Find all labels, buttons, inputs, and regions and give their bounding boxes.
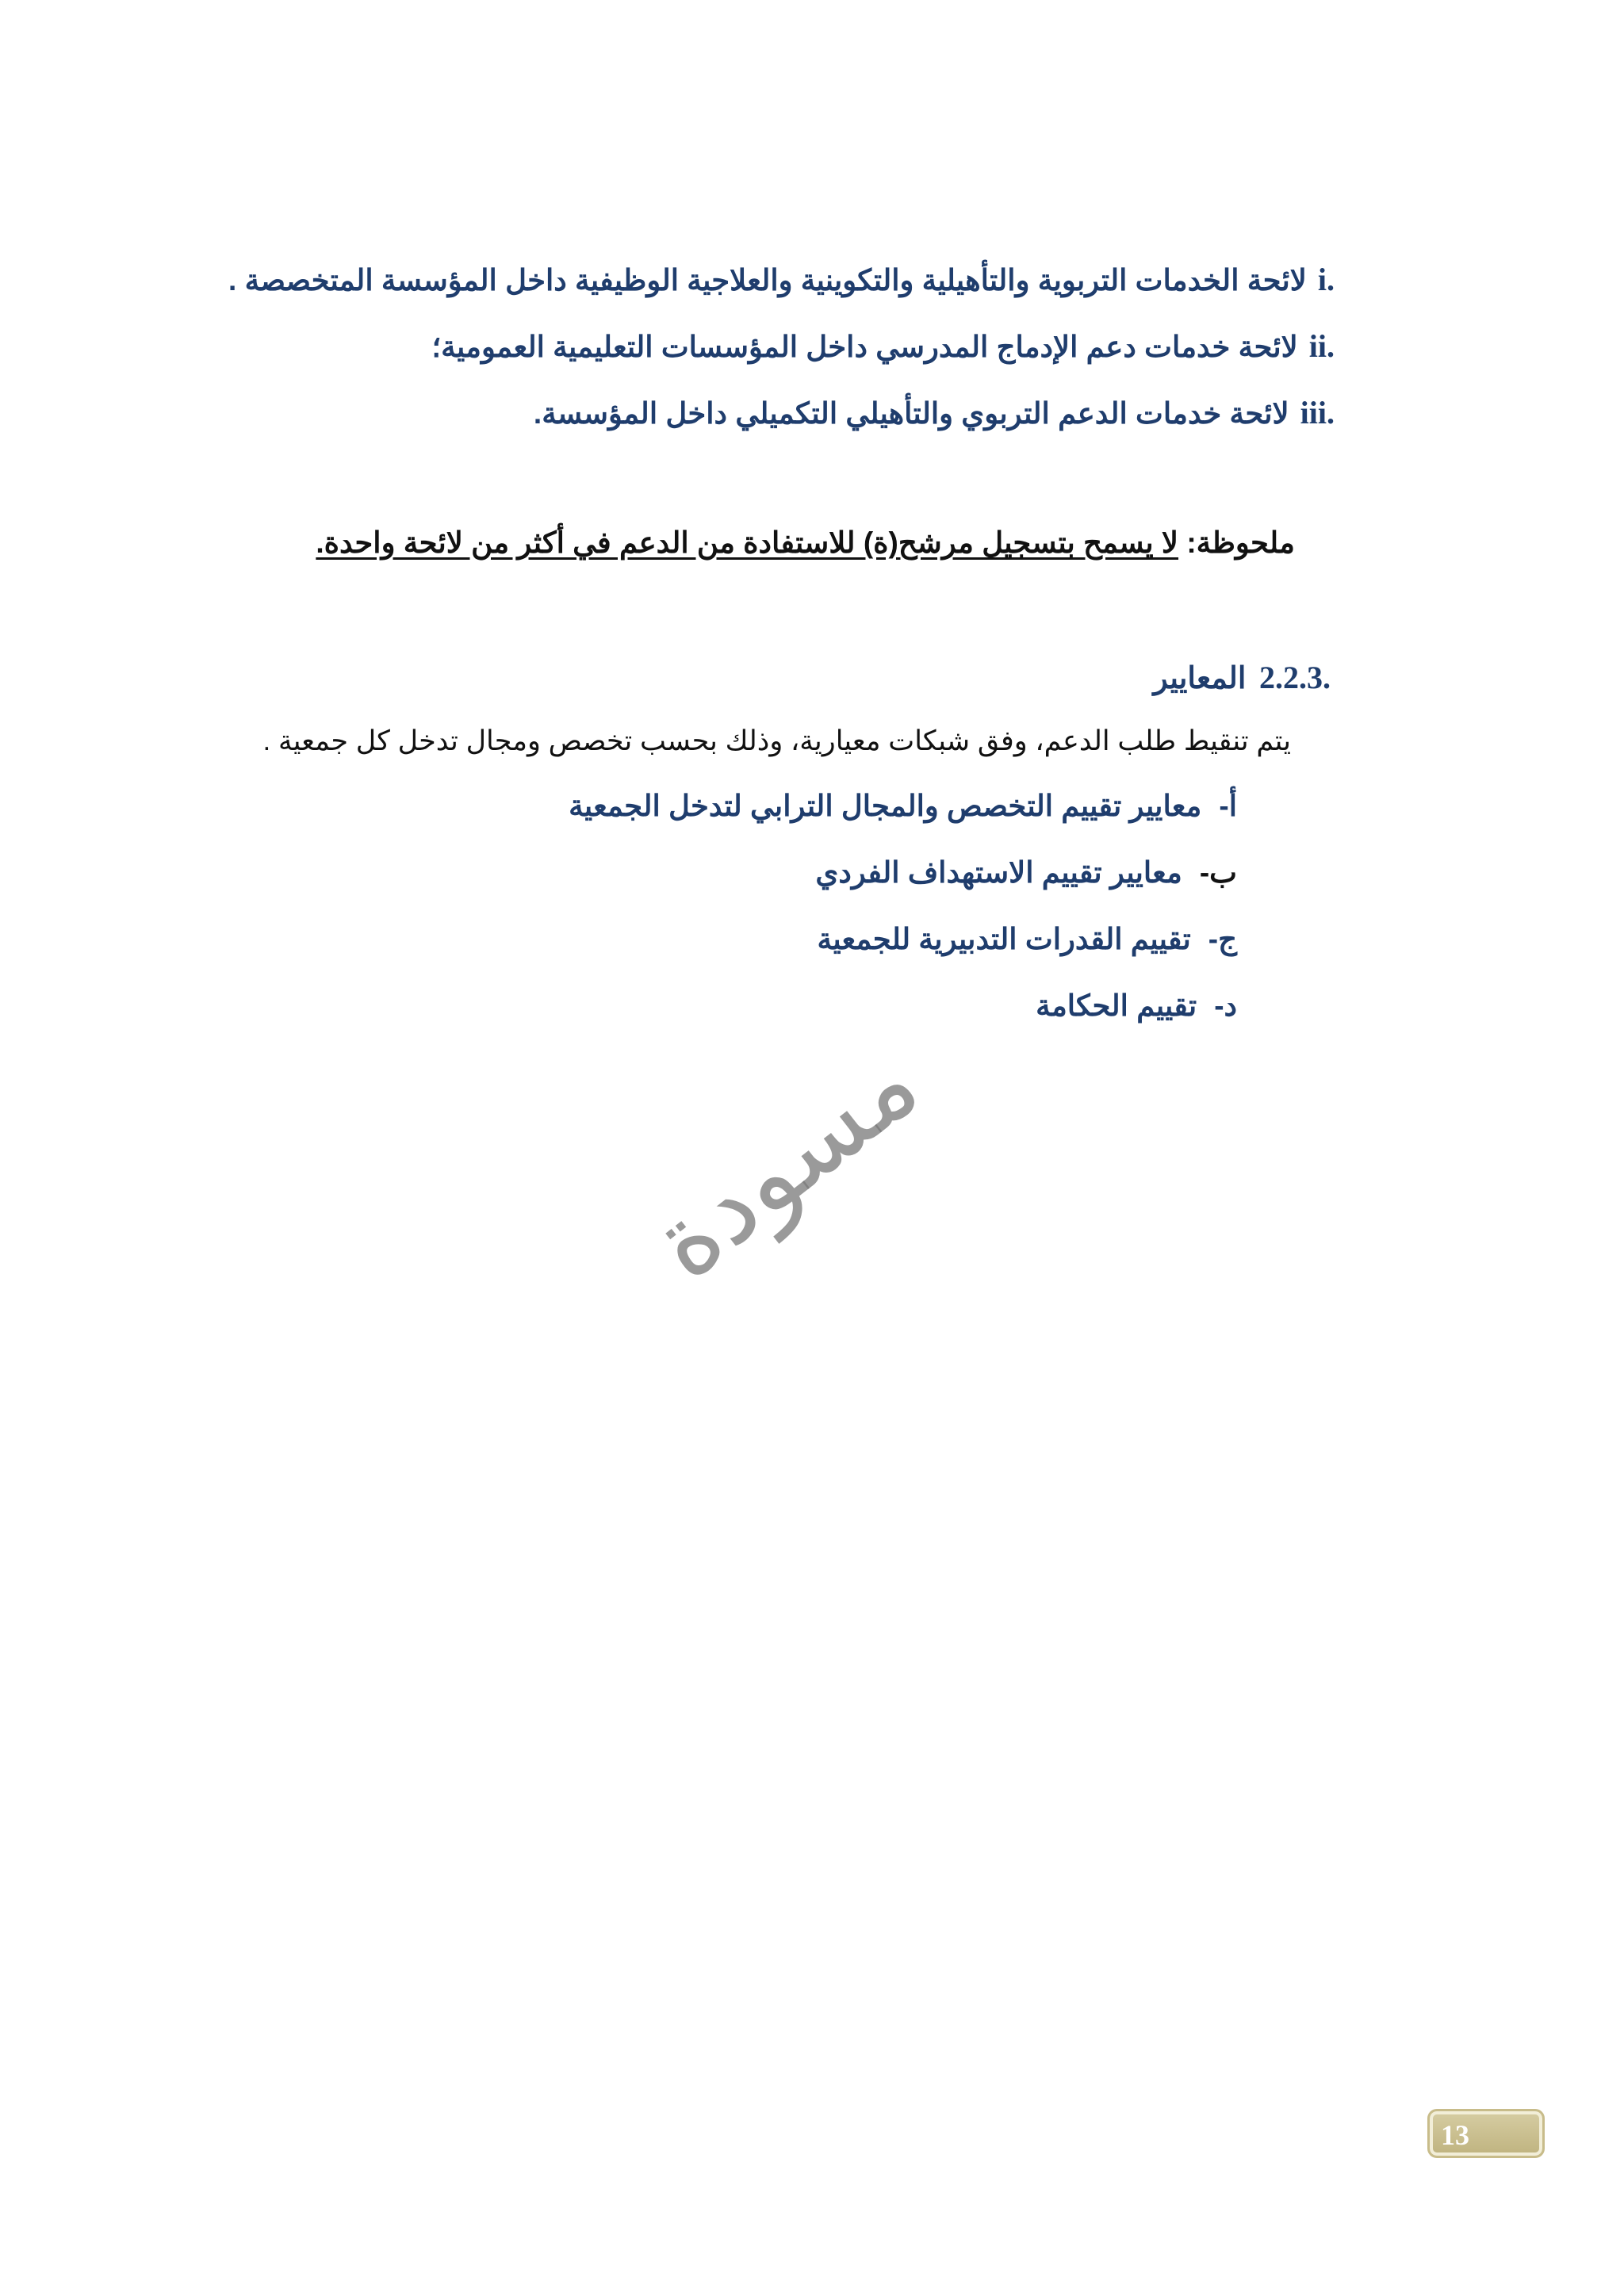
criterion-letter: أ- — [1219, 790, 1237, 822]
list-number: i. — [1317, 262, 1335, 297]
criterion-b — [815, 853, 1237, 893]
section-number: 2.2.3. — [1259, 660, 1331, 695]
criterion-d — [1036, 986, 1237, 1026]
body-paragraph: يتم تنقيط طلب الدعم، وفق شبكات معيارية، وذلك بحسب تخصص ومجال تدخل كل جمعية . — [262, 725, 1291, 756]
section-heading — [1153, 658, 1331, 698]
page-number-box — [1427, 2109, 1545, 2158]
list-number: iii. — [1300, 395, 1335, 430]
watermark-text: مسودة — [629, 1022, 940, 1303]
page-number: 13 — [1441, 2119, 1469, 2151]
list-item-i — [228, 260, 1335, 300]
criterion-letter: ب- — [1199, 856, 1237, 889]
note-text: لا يسمح بتسجيل مرشح(ة) للاستفادة من الدعم في أكثر من لائحة واحدة. — [316, 526, 1179, 559]
criterion-letter: د- — [1214, 989, 1237, 1022]
note-label: ملحوظة: — [1178, 526, 1295, 559]
criterion-c — [818, 920, 1238, 959]
criterion-text: معايير تقييم التخصص والمجال الترابي لتدخل الجمعية — [569, 790, 1202, 822]
list-item-text: لائحة خدمات دعم الإدماج المدرسي داخل المؤسسات التعليمية العمومية؛ — [431, 331, 1298, 363]
list-item-text: لائحة خدمات الدعم التربوي والتأهيلي التكميلي داخل المؤسسة. — [533, 397, 1289, 430]
criterion-text: تقييم القدرات التدبيرية للجمعية — [817, 923, 1191, 955]
criterion-text: تقييم الحكامة — [1036, 989, 1197, 1022]
list-number: ii. — [1308, 328, 1335, 364]
note — [316, 523, 1295, 563]
list-item-ii — [431, 327, 1335, 367]
draft-watermark — [603, 1007, 952, 1303]
list-item-text: لائحة الخدمات التربوية والتأهيلية والتكوينية والعلاجية الوظيفية داخل المؤسسة المتخصصة . — [228, 264, 1307, 297]
list-item-iii — [534, 393, 1335, 434]
section-title: المعايير — [1153, 662, 1247, 695]
criterion-letter: ج- — [1208, 923, 1237, 955]
criterion-a — [569, 786, 1237, 826]
criterion-text: معايير تقييم الاستهداف الفردي — [815, 856, 1182, 889]
